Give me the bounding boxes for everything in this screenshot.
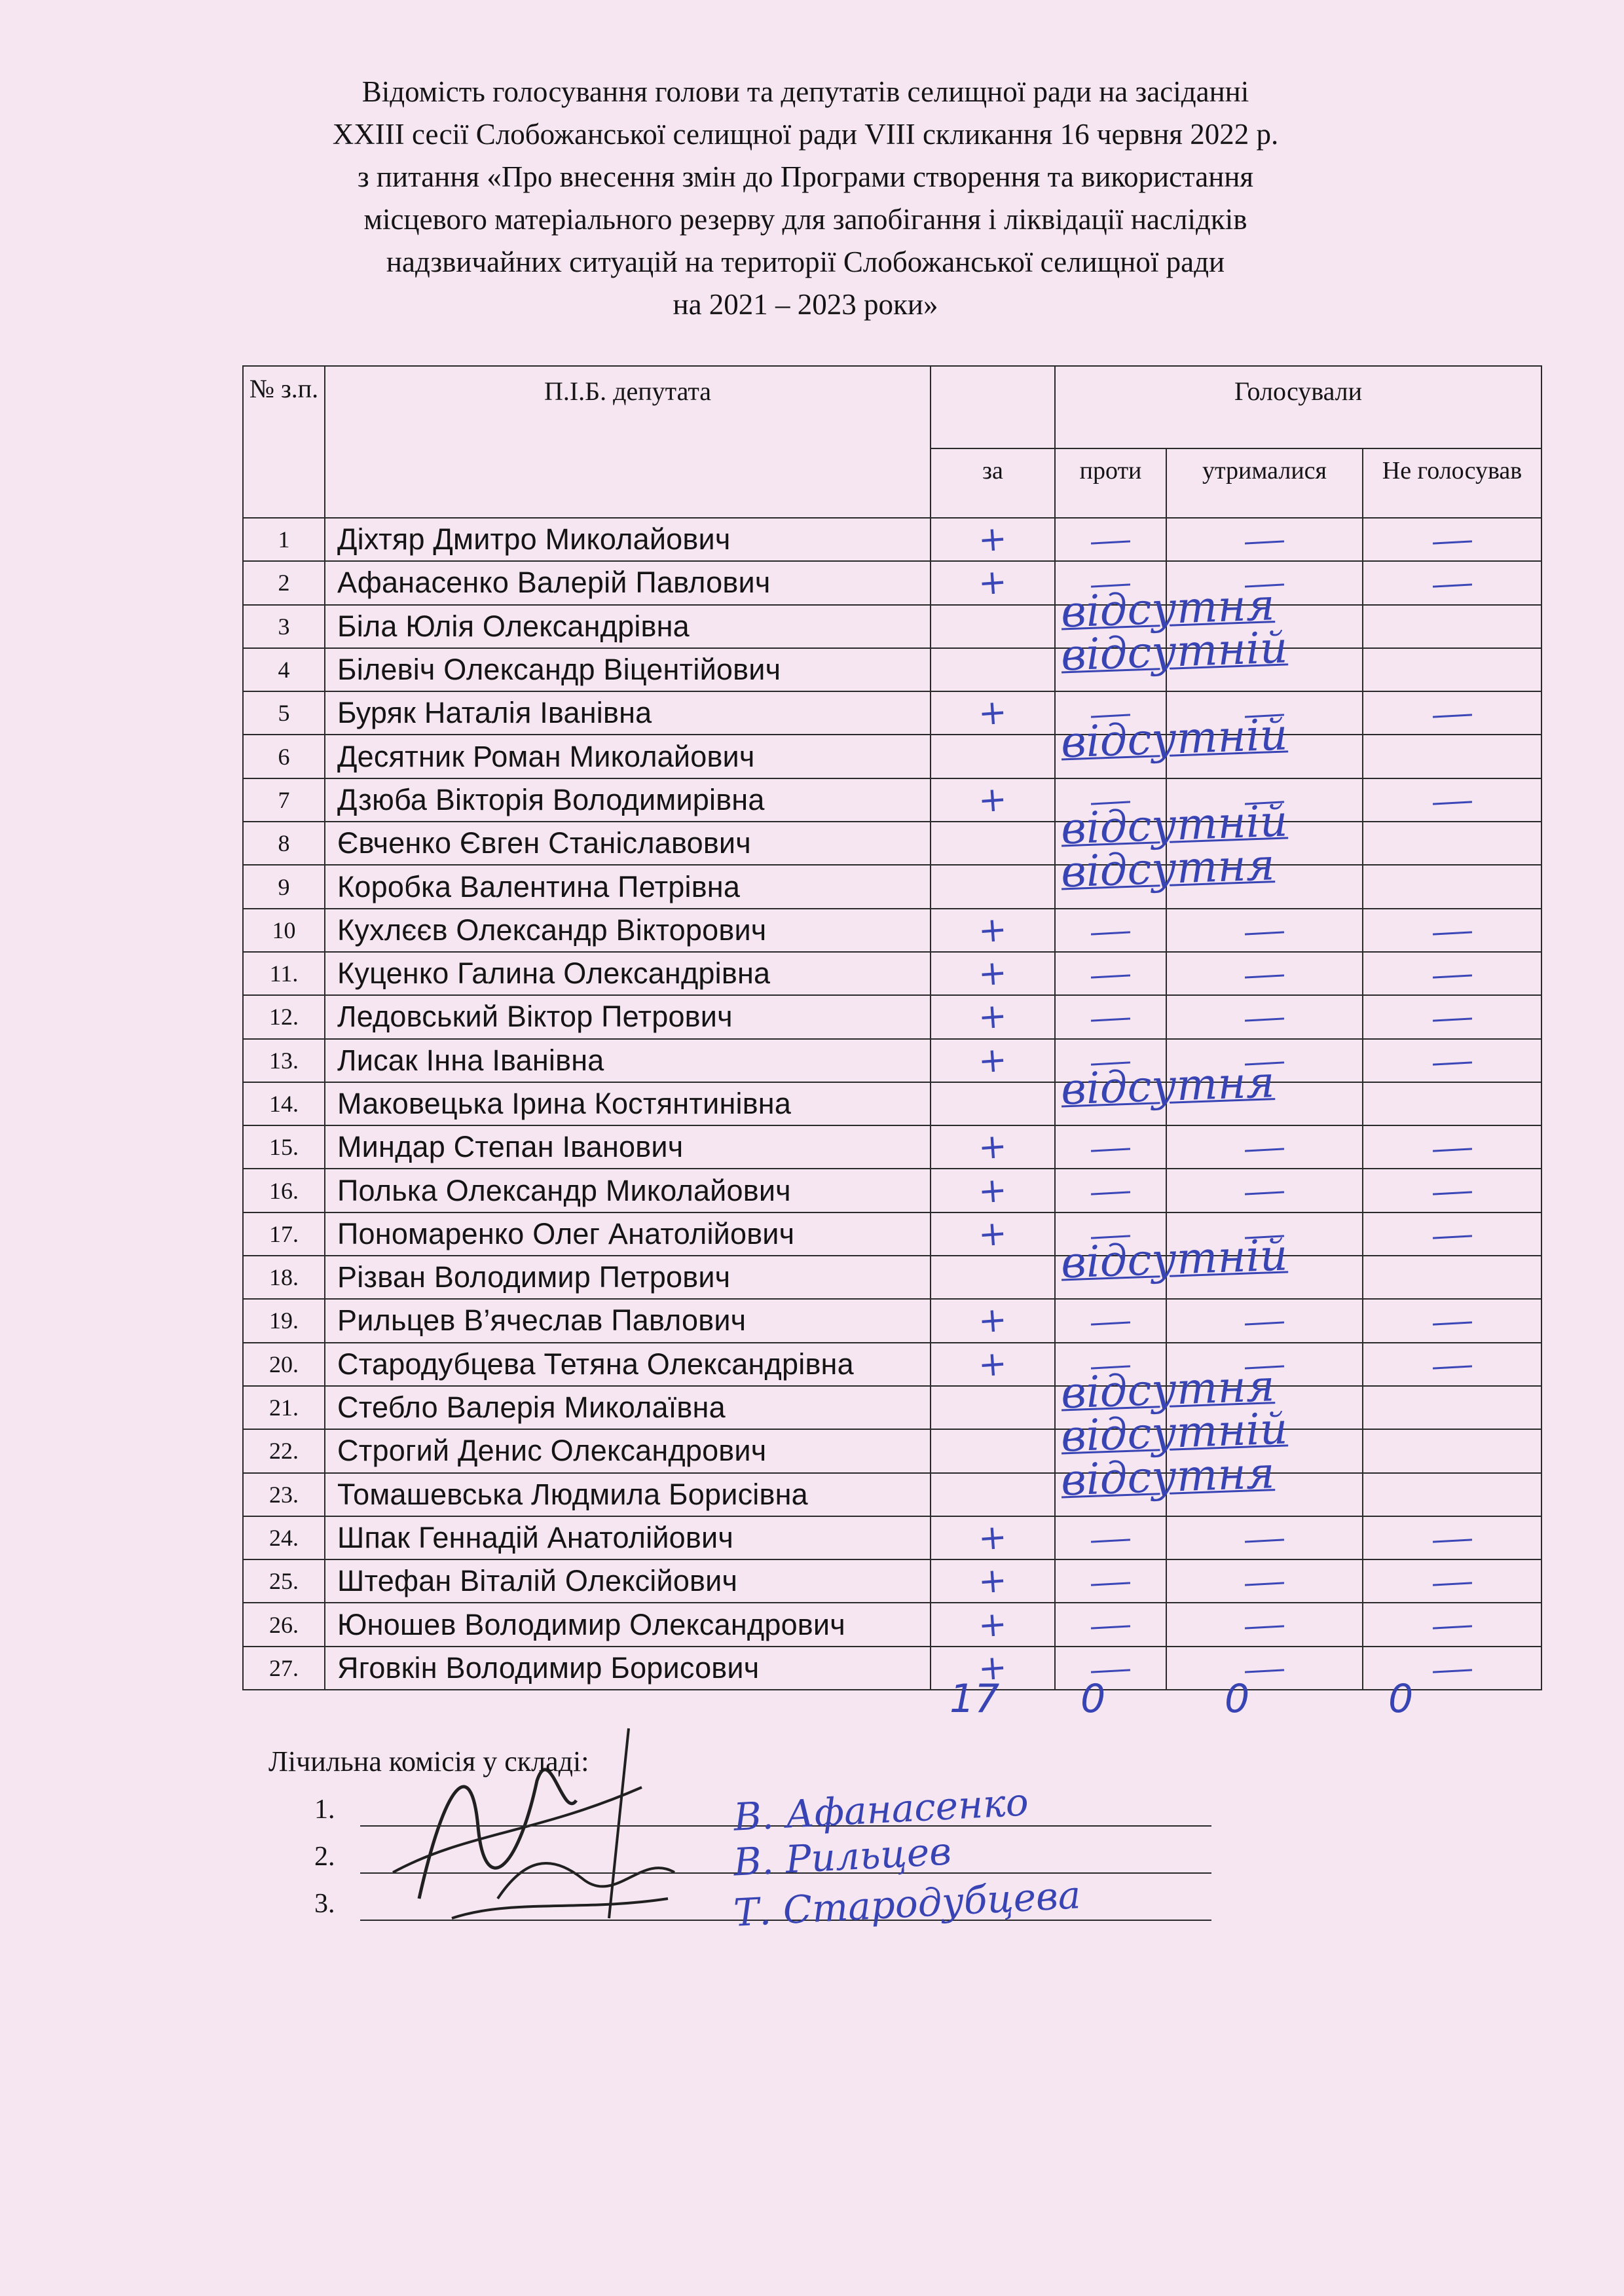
table-row	[243, 1212, 1541, 1256]
vote-cell-abstained	[1166, 1386, 1363, 1429]
plus-mark: +	[977, 953, 1008, 994]
row-number: 26.	[243, 1603, 325, 1646]
vote-cell-abstained	[1166, 561, 1363, 604]
dash-mark	[1245, 1669, 1284, 1673]
dash-mark	[1091, 1626, 1130, 1630]
vote-cell-abstained	[1166, 1559, 1363, 1603]
table-row	[243, 1429, 1541, 1472]
plus-mark: +	[977, 1604, 1008, 1646]
header-not-voted: Не голосував	[1363, 448, 1541, 518]
deputy-name: Ледовський Віктор Петрович	[325, 995, 931, 1038]
deputy-name: Яговкін Володимир Борисович	[325, 1647, 931, 1690]
vote-cell-for	[931, 1212, 1055, 1256]
title-line-6: на 2021 – 2023 роки»	[673, 288, 938, 321]
dash-mark	[1432, 974, 1471, 978]
dash-mark	[1091, 931, 1130, 935]
vote-cell-against	[1055, 605, 1166, 648]
table-row	[243, 1559, 1541, 1603]
deputy-name: Маковецька Ірина Костянтинівна	[325, 1082, 931, 1125]
absent-annotation: відсутній	[1060, 795, 1289, 854]
dash-mark	[1091, 714, 1130, 718]
vote-cell-not-voted	[1363, 1256, 1541, 1299]
dash-mark	[1245, 1018, 1284, 1022]
vote-cell-not-voted	[1363, 561, 1541, 604]
member-number: 2.	[314, 1842, 335, 1872]
dash-mark	[1091, 801, 1130, 805]
absent-annotation: відсутній	[1060, 622, 1289, 681]
vote-cell-for	[931, 952, 1055, 995]
plus-mark: +	[977, 1040, 1008, 1082]
vote-cell-not-voted	[1363, 1343, 1541, 1386]
table-row	[243, 1256, 1541, 1299]
vote-cell-abstained	[1166, 648, 1363, 691]
absent-annotation: відсутня	[1060, 579, 1276, 638]
dash-mark	[1245, 584, 1284, 588]
row-number: 13.	[243, 1039, 325, 1082]
dash-mark	[1245, 1582, 1284, 1586]
deputy-name: Шпак Геннадій Анатолійович	[325, 1516, 931, 1559]
dash-mark	[1245, 1148, 1284, 1152]
header-blank	[931, 366, 1055, 448]
vote-cell-not-voted	[1363, 1169, 1541, 1212]
row-number: 5	[243, 691, 325, 735]
plus-mark: +	[977, 1343, 1008, 1385]
row-number: 17.	[243, 1212, 325, 1256]
dash-mark	[1432, 1192, 1471, 1195]
deputy-name: Миндар Степан Іванович	[325, 1125, 931, 1169]
title-line-5: надзвичайних ситуацій на території Слобожанської селищної ради	[386, 246, 1225, 278]
dash-mark	[1432, 584, 1471, 588]
vote-cell-against	[1055, 1343, 1166, 1386]
table-row	[243, 822, 1541, 865]
deputy-name: Афанасенко Валерій Павлович	[325, 561, 931, 604]
voting-table	[242, 365, 1542, 1690]
row-number: 23.	[243, 1473, 325, 1516]
vote-cell-against	[1055, 735, 1166, 778]
vote-cell-not-voted	[1363, 648, 1541, 691]
dash-mark	[1432, 931, 1471, 935]
plus-mark: +	[977, 1213, 1008, 1255]
dash-mark	[1091, 1148, 1130, 1152]
dash-mark	[1432, 1235, 1471, 1239]
plus-mark: +	[977, 519, 1008, 560]
vote-cell-not-voted	[1363, 1559, 1541, 1603]
row-number: 19.	[243, 1299, 325, 1342]
dash-mark	[1245, 801, 1284, 805]
vote-rows	[243, 518, 1541, 1690]
vote-cell-for	[931, 909, 1055, 952]
vote-cell-against	[1055, 1212, 1166, 1256]
vote-cell-abstained	[1166, 1256, 1363, 1299]
vote-cell-against	[1055, 1386, 1166, 1429]
vote-cell-for	[931, 1256, 1055, 1299]
deputy-name: Стародубцева Тетяна Олександрівна	[325, 1343, 931, 1386]
vote-cell-against	[1055, 1516, 1166, 1559]
dash-mark	[1245, 1235, 1284, 1239]
member-number: 1.	[314, 1795, 335, 1825]
plus-mark: +	[977, 996, 1008, 1038]
vote-cell-abstained	[1166, 1473, 1363, 1516]
plus-mark: +	[977, 1170, 1008, 1212]
vote-cell-not-voted	[1363, 1082, 1541, 1125]
dash-mark	[1432, 1322, 1471, 1326]
vote-cell-not-voted	[1363, 909, 1541, 952]
row-number: 21.	[243, 1386, 325, 1429]
table-row	[243, 648, 1541, 691]
table-row	[243, 605, 1541, 648]
vote-cell-abstained	[1166, 518, 1363, 561]
vote-cell-abstained	[1166, 1212, 1363, 1256]
vote-cell-against	[1055, 1473, 1166, 1516]
vote-cell-against	[1055, 865, 1166, 908]
row-number: 3	[243, 605, 325, 648]
table-row	[243, 1039, 1541, 1082]
vote-cell-not-voted	[1363, 1603, 1541, 1646]
absent-annotation: відсутня	[1060, 1360, 1276, 1419]
table-row	[243, 1082, 1541, 1125]
dash-mark	[1091, 1235, 1130, 1239]
vote-cell-against	[1055, 691, 1166, 735]
vote-cell-not-voted	[1363, 952, 1541, 995]
vote-cell-for	[931, 1603, 1055, 1646]
plus-mark: +	[977, 1647, 1008, 1689]
vote-cell-for	[931, 1039, 1055, 1082]
table-row	[243, 735, 1541, 778]
vote-cell-for	[931, 605, 1055, 648]
vote-cell-for	[931, 1473, 1055, 1516]
vote-cell-abstained	[1166, 1603, 1363, 1646]
dash-mark	[1432, 1365, 1471, 1369]
vote-cell-against	[1055, 1559, 1166, 1603]
deputy-name: Різван Володимир Петрович	[325, 1256, 931, 1299]
row-number: 4	[243, 648, 325, 691]
vote-cell-for	[931, 691, 1055, 735]
header-voted: Голосували	[1055, 366, 1541, 448]
vote-cell-abstained	[1166, 1169, 1363, 1212]
total-abstained: 0	[1225, 1676, 1250, 1722]
dash-mark	[1245, 1061, 1284, 1065]
dash-mark	[1091, 1365, 1130, 1369]
title-line-3: з питання «Про внесення змін до Програми створення та використання	[357, 160, 1254, 193]
deputy-name: Біла Юлія Олександрівна	[325, 605, 931, 648]
vote-cell-abstained	[1166, 1082, 1363, 1125]
plus-mark: +	[977, 1560, 1008, 1602]
row-number: 16.	[243, 1169, 325, 1212]
vote-cell-abstained	[1166, 1343, 1363, 1386]
vote-cell-not-voted	[1363, 518, 1541, 561]
dash-mark	[1091, 1582, 1130, 1586]
title-line-4: місцевого матеріального резерву для запобігання і ліквідації наслідків	[363, 203, 1247, 236]
dash-mark	[1432, 1539, 1471, 1542]
dash-mark	[1091, 1322, 1130, 1326]
table-row	[243, 995, 1541, 1038]
vote-cell-not-voted	[1363, 1516, 1541, 1559]
dash-mark	[1245, 714, 1284, 718]
deputy-name: Стебло Валерія Миколаївна	[325, 1386, 931, 1429]
deputy-name: Діхтяр Дмитро Миколайович	[325, 518, 931, 561]
deputy-name: Дзюба Вікторія Володимирівна	[325, 778, 931, 822]
dash-mark	[1091, 1539, 1130, 1542]
plus-mark: +	[977, 692, 1008, 734]
table-row	[243, 1169, 1541, 1212]
table-row	[243, 691, 1541, 735]
commission-label: Лічильна комісія у складі:	[268, 1745, 589, 1777]
header-against: проти	[1055, 448, 1166, 518]
dash-mark	[1091, 1061, 1130, 1065]
vote-cell-abstained	[1166, 1299, 1363, 1342]
dash-mark	[1432, 1582, 1471, 1586]
vote-cell-not-voted	[1363, 1473, 1541, 1516]
absent-annotation: відсутній	[1060, 708, 1289, 767]
vote-cell-for	[931, 1125, 1055, 1169]
absent-annotation: відсутня	[1060, 839, 1276, 898]
vote-cell-against	[1055, 1082, 1166, 1125]
dash-mark	[1245, 1192, 1284, 1195]
vote-cell-abstained	[1166, 691, 1363, 735]
row-number: 18.	[243, 1256, 325, 1299]
dash-mark	[1432, 540, 1471, 544]
dash-mark	[1432, 1669, 1471, 1673]
row-number: 15.	[243, 1125, 325, 1169]
vote-cell-for	[931, 518, 1055, 561]
deputy-name: Рильцев В’ячеслав Павлович	[325, 1299, 931, 1342]
row-number: 22.	[243, 1429, 325, 1472]
vote-cell-abstained	[1166, 865, 1363, 908]
deputy-name: Десятник Роман Миколайович	[325, 735, 931, 778]
vote-cell-abstained	[1166, 1125, 1363, 1169]
dash-mark	[1245, 1539, 1284, 1542]
vote-cell-not-voted	[1363, 1212, 1541, 1256]
vote-cell-against	[1055, 778, 1166, 822]
table-row	[243, 865, 1541, 908]
vote-cell-for	[931, 1082, 1055, 1125]
vote-cell-abstained	[1166, 909, 1363, 952]
table-row	[243, 1125, 1541, 1169]
deputy-name: Полька Олександр Миколайович	[325, 1169, 931, 1212]
table-row	[243, 1516, 1541, 1559]
vote-cell-not-voted	[1363, 1039, 1541, 1082]
title-line-2: XXIII сесії Слобожанської селищної ради VIII скликання 16 червня 2022 р.	[332, 118, 1279, 151]
vote-cell-for	[931, 865, 1055, 908]
vote-cell-not-voted	[1363, 778, 1541, 822]
table-row	[243, 952, 1541, 995]
vote-cell-for	[931, 1559, 1055, 1603]
vote-cell-for	[931, 1516, 1055, 1559]
table-row	[243, 1343, 1541, 1386]
title-line-1: Відомість голосування голови та депутатів селищної ради на засіданні	[361, 75, 1249, 108]
row-number: 10	[243, 909, 325, 952]
header-number: № з.п.	[243, 366, 325, 518]
vote-cell-for	[931, 995, 1055, 1038]
vote-cell-against	[1055, 1603, 1166, 1646]
member-number: 3.	[314, 1889, 335, 1919]
absent-annotation: відсутня	[1060, 1447, 1276, 1506]
dash-mark	[1432, 1148, 1471, 1152]
plus-mark: +	[977, 1517, 1008, 1559]
handwritten-signatures-image	[367, 1702, 733, 1938]
total-not-voted: 0	[1388, 1676, 1414, 1722]
dash-mark	[1432, 801, 1471, 805]
vote-cell-for	[931, 1343, 1055, 1386]
table-row	[243, 1299, 1541, 1342]
plus-mark: +	[977, 562, 1008, 604]
table-row	[243, 561, 1541, 604]
dash-mark	[1245, 540, 1284, 544]
table-row	[243, 1386, 1541, 1429]
dash-mark	[1432, 1626, 1471, 1630]
dash-mark	[1245, 931, 1284, 935]
vote-cell-against	[1055, 995, 1166, 1038]
row-number: 1	[243, 518, 325, 561]
dash-mark	[1245, 1626, 1284, 1630]
deputy-name: Томашевська Людмила Борисівна	[325, 1473, 931, 1516]
deputy-name: Куценко Галина Олександрівна	[325, 952, 931, 995]
member-signature: В. Афанасенко	[732, 1779, 1030, 1840]
deputy-name: Пономаренко Олег Анатолійович	[325, 1212, 931, 1256]
vote-cell-abstained	[1166, 1039, 1363, 1082]
vote-cell-against	[1055, 1125, 1166, 1169]
deputy-name: Штефан Віталій Олексійович	[325, 1559, 931, 1603]
plus-mark: +	[977, 1126, 1008, 1168]
dash-mark	[1091, 974, 1130, 978]
row-number: 14.	[243, 1082, 325, 1125]
dash-mark	[1091, 1669, 1130, 1673]
vote-cell-abstained	[1166, 778, 1363, 822]
member-signature: В. Рильцев	[732, 1829, 953, 1885]
vote-cell-not-voted	[1363, 691, 1541, 735]
vote-cell-against	[1055, 518, 1166, 561]
vote-cell-abstained	[1166, 735, 1363, 778]
vote-cell-against	[1055, 648, 1166, 691]
vote-cell-for	[931, 561, 1055, 604]
vote-cell-against	[1055, 1039, 1166, 1082]
table-row	[243, 518, 1541, 561]
row-number: 25.	[243, 1559, 325, 1603]
vote-cell-not-voted	[1363, 1386, 1541, 1429]
vote-totals	[936, 1676, 1526, 1728]
deputy-name: Лисак Інна Іванівна	[325, 1039, 931, 1082]
dash-mark	[1432, 1018, 1471, 1022]
vote-cell-against	[1055, 909, 1166, 952]
row-number: 6	[243, 735, 325, 778]
deputy-name: Строгий Денис Олександрович	[325, 1429, 931, 1472]
vote-cell-for	[931, 648, 1055, 691]
vote-cell-not-voted	[1363, 735, 1541, 778]
deputy-name: Коробка Валентина Петрівна	[325, 865, 931, 908]
absent-annotation: відсутній	[1060, 1403, 1289, 1462]
plus-mark: +	[977, 1300, 1008, 1341]
absent-annotation: відсутній	[1060, 1230, 1289, 1288]
vote-cell-for	[931, 1386, 1055, 1429]
vote-cell-not-voted	[1363, 822, 1541, 865]
dash-mark	[1091, 1192, 1130, 1195]
header-for: за	[931, 448, 1055, 518]
dash-mark	[1245, 1365, 1284, 1369]
vote-cell-abstained	[1166, 1429, 1363, 1472]
dash-mark	[1432, 1061, 1471, 1065]
vote-cell-for	[931, 735, 1055, 778]
dash-mark	[1091, 584, 1130, 588]
dash-mark	[1245, 1322, 1284, 1326]
vote-cell-for	[931, 778, 1055, 822]
row-number: 7	[243, 778, 325, 822]
deputy-name: Євченко Євген Станіславович	[325, 822, 931, 865]
table-row	[243, 909, 1541, 952]
vote-cell-not-voted	[1363, 605, 1541, 648]
vote-cell-not-voted	[1363, 1429, 1541, 1472]
row-number: 27.	[243, 1647, 325, 1690]
header-abstained: утрималися	[1166, 448, 1363, 518]
row-number: 20.	[243, 1343, 325, 1386]
row-number: 2	[243, 561, 325, 604]
vote-cell-abstained	[1166, 995, 1363, 1038]
deputy-name: Кухлєєв Олександр Вікторович	[325, 909, 931, 952]
vote-cell-not-voted	[1363, 1125, 1541, 1169]
vote-cell-against	[1055, 1169, 1166, 1212]
vote-cell-abstained	[1166, 1516, 1363, 1559]
deputy-name: Буряк Наталія Іванівна	[325, 691, 931, 735]
row-number: 8	[243, 822, 325, 865]
total-against: 0	[1080, 1676, 1106, 1722]
table-row	[243, 1473, 1541, 1516]
vote-cell-for	[931, 1169, 1055, 1212]
vote-cell-not-voted	[1363, 995, 1541, 1038]
row-number: 11.	[243, 952, 325, 995]
vote-cell-against	[1055, 1256, 1166, 1299]
vote-cell-not-voted	[1363, 1299, 1541, 1342]
document-title	[249, 71, 1362, 326]
vote-cell-for	[931, 1299, 1055, 1342]
vote-cell-abstained	[1166, 952, 1363, 995]
vote-cell-against	[1055, 561, 1166, 604]
vote-cell-not-voted	[1363, 865, 1541, 908]
absent-annotation: відсутня	[1060, 1056, 1276, 1115]
total-for: 17	[950, 1676, 1000, 1722]
member-signature: Т. Стародубцева	[732, 1872, 1082, 1935]
vote-cell-for	[931, 822, 1055, 865]
table-row	[243, 778, 1541, 822]
vote-cell-abstained	[1166, 605, 1363, 648]
vote-cell-against	[1055, 1429, 1166, 1472]
row-number: 9	[243, 865, 325, 908]
plus-mark: +	[977, 909, 1008, 951]
vote-cell-for	[931, 1429, 1055, 1472]
dash-mark	[1245, 974, 1284, 978]
vote-cell-abstained	[1166, 822, 1363, 865]
vote-cell-against	[1055, 1299, 1166, 1342]
dash-mark	[1432, 714, 1471, 718]
dash-mark	[1091, 1018, 1130, 1022]
vote-cell-against	[1055, 952, 1166, 995]
plus-mark: +	[977, 779, 1008, 821]
row-number: 24.	[243, 1516, 325, 1559]
deputy-name: Білевіч Олександр Віцентійович	[325, 648, 931, 691]
row-number: 12.	[243, 995, 325, 1038]
header-name: П.І.Б. депутата	[325, 366, 931, 518]
vote-cell-against	[1055, 822, 1166, 865]
dash-mark	[1091, 540, 1130, 544]
table-row	[243, 1603, 1541, 1646]
deputy-name: Юношев Володимир Олександрович	[325, 1603, 931, 1646]
